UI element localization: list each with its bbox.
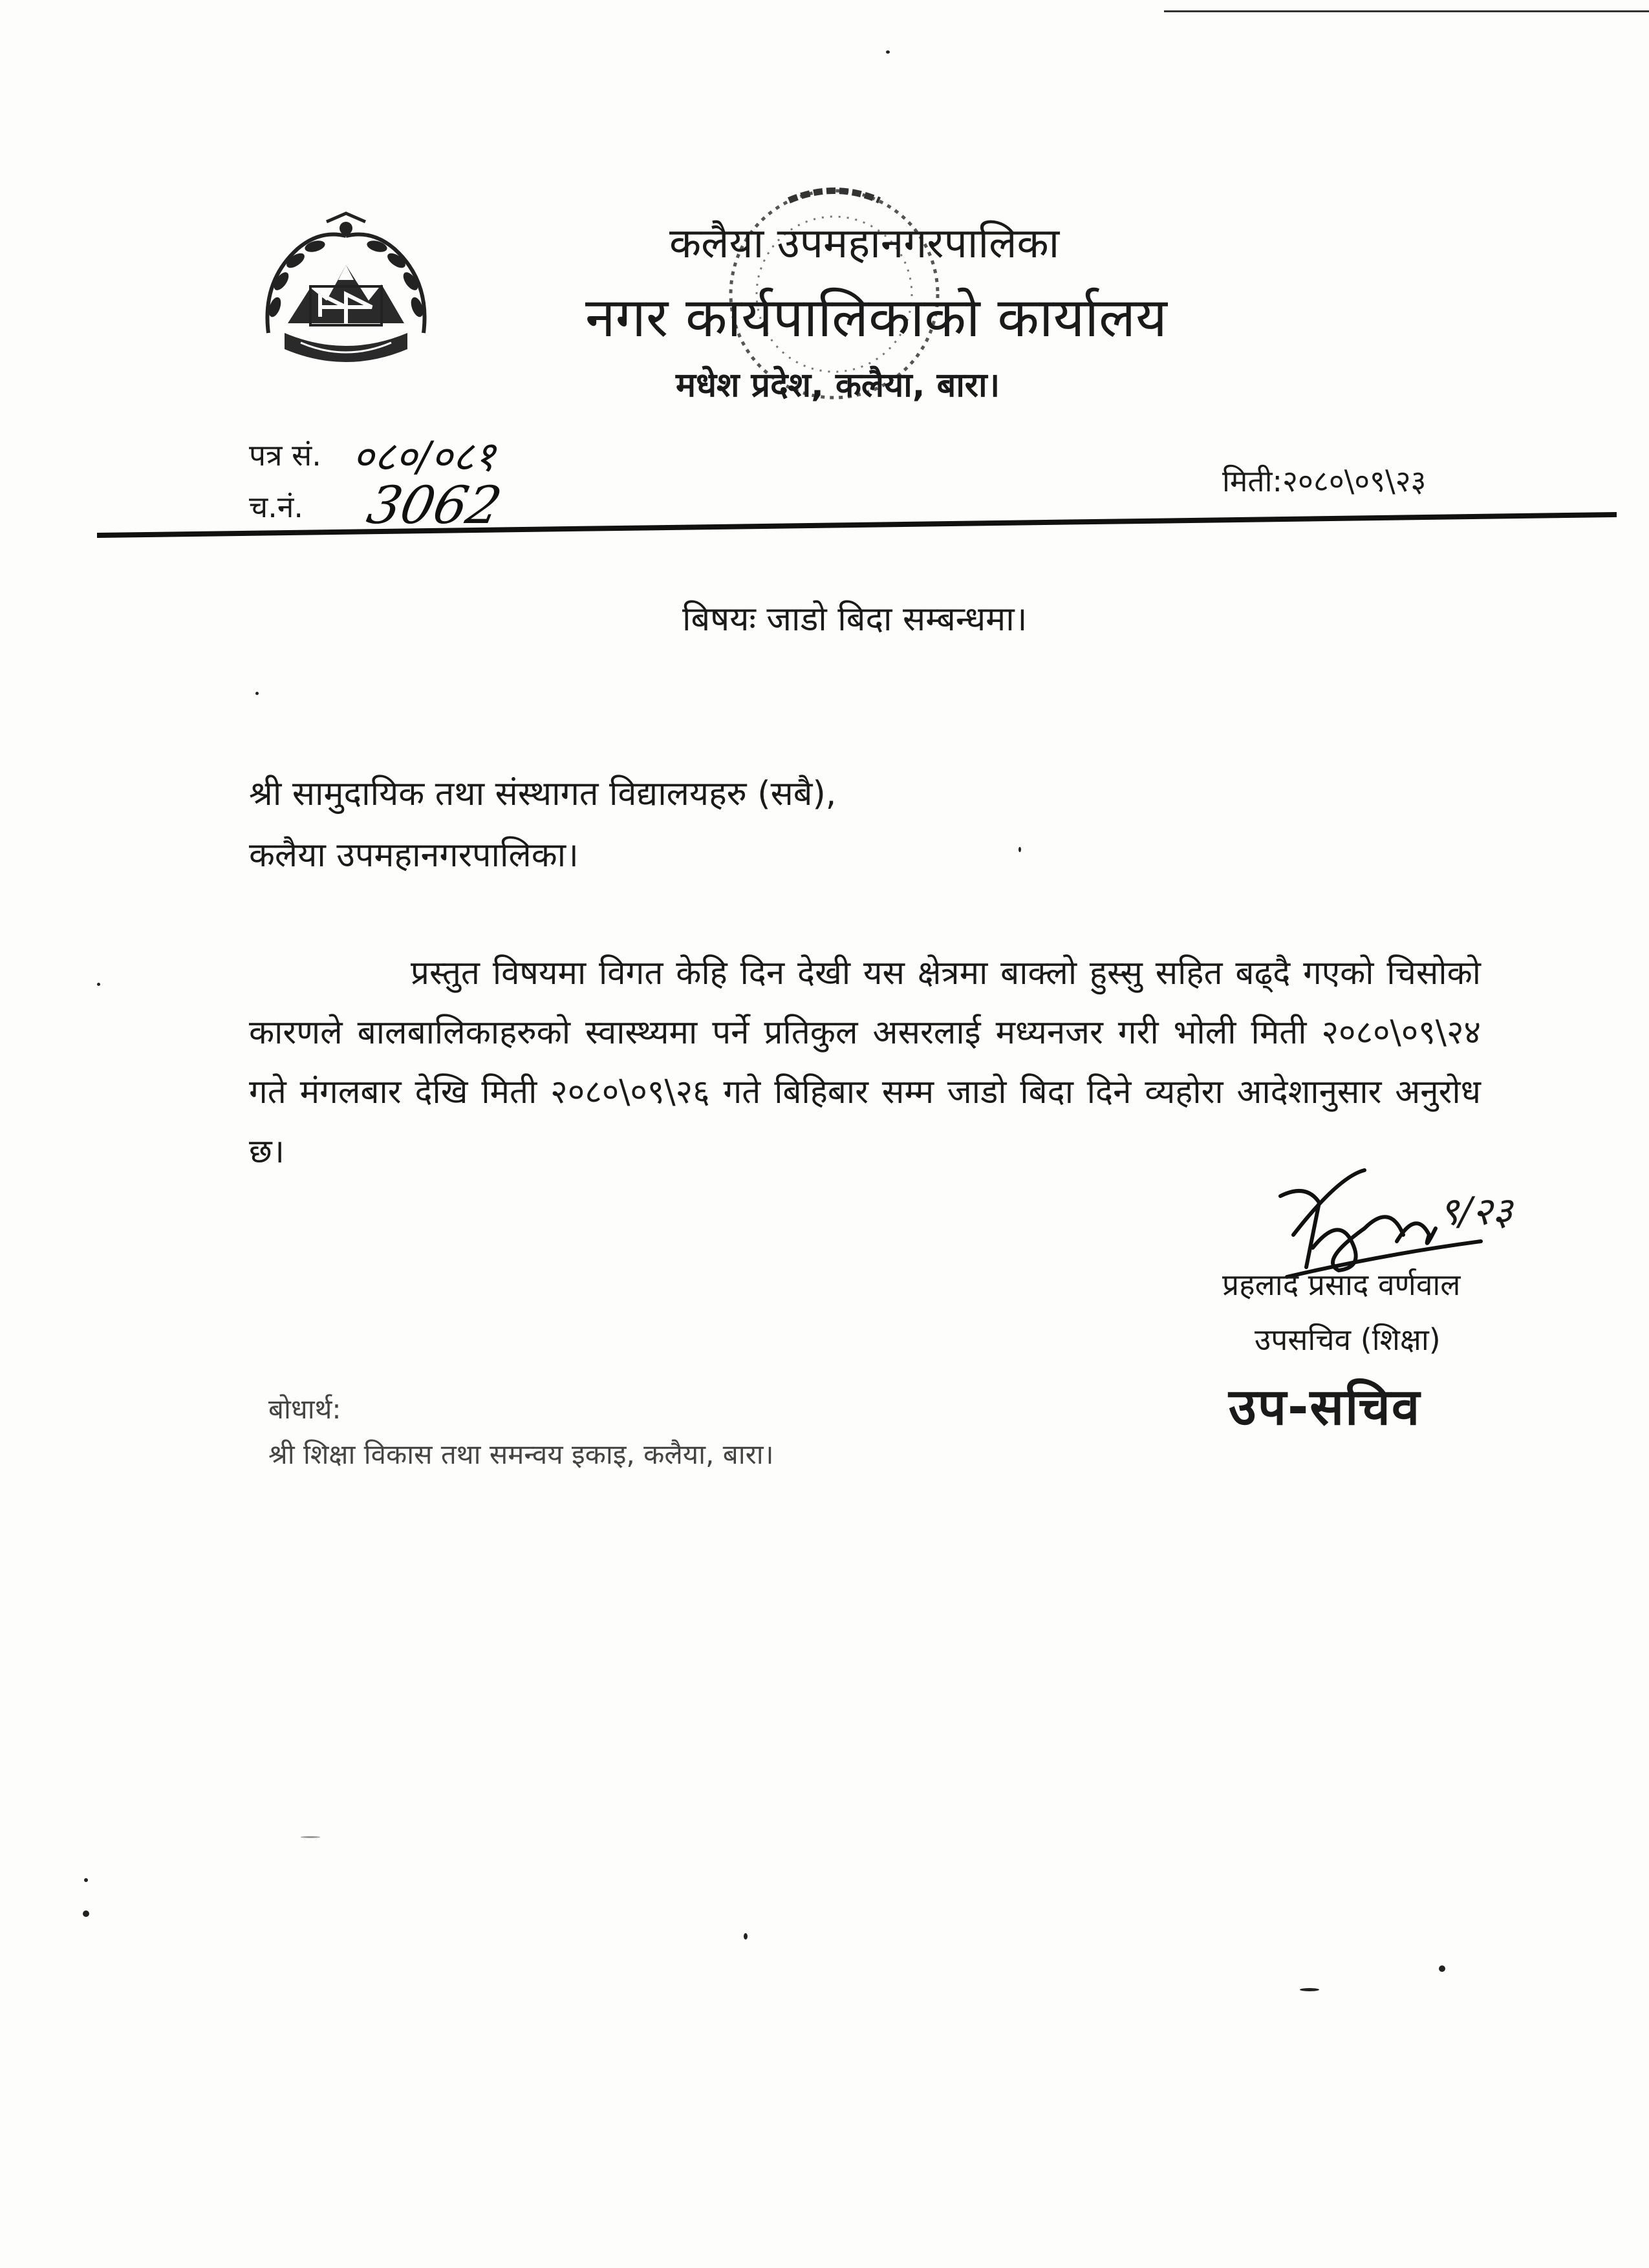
scan-speck: [1300, 1988, 1319, 1991]
designation-seal: उप-सचिव: [1229, 1378, 1421, 1437]
office-address: मधेश प्रदेश, कलैया, बारा।: [676, 366, 1000, 405]
recipient-line2: कलैया उपमहानगरपालिका।: [249, 836, 579, 875]
scan-speck: [84, 1878, 88, 1882]
scan-speck: [83, 1910, 89, 1917]
scan-top-rule: [1164, 10, 1649, 12]
scan-speck: [1439, 1965, 1445, 1972]
header-divider: [97, 509, 1617, 539]
nepal-emblem-icon: [249, 210, 443, 404]
signatory-name: प्रहलाद प्रसाद वर्णवाल: [1222, 1267, 1461, 1302]
scan-speck: [255, 692, 259, 695]
cc-label: बोधार्थ:: [268, 1393, 341, 1425]
dispatch-number-label: च.नं.: [249, 489, 303, 524]
cc-recipient: श्री शिक्षा विकास तथा समन्वय इकाइ, कलैया, बारा।: [268, 1439, 774, 1470]
dispatch-number-value: 3062: [362, 475, 507, 535]
office-name-line1: कलैया उपमहानगरपालिका: [669, 220, 1060, 268]
scan-speck: [97, 983, 100, 986]
scan-speck: [301, 1836, 320, 1838]
scan-speck: [744, 1933, 748, 1940]
signature-date-note: ९/२३: [1439, 1189, 1513, 1234]
scan-speck: [886, 50, 890, 54]
letter-body: प्रस्तुत विषयमा विगत केहि दिन देखी यस क्षेत्रमा बाक्लो हुस्सु सहित बढ्दै गएको चिसोको कारणले बालबालिकाहरुको स्वास्थ्यमा पर्ने प्रतिकुल असरलाई मध्यनजर गरी भोली मिती २०८०\०९\२४ गते मंगलबार देखि मिती २०८०\०९\२६ गते बिहिबार सम्म जाडो बिदा दिने व्यहोरा आदेशानुसार अनुरोध छ।: [249, 954, 1481, 1171]
letter-number-value: ०८०/०८१: [352, 433, 496, 481]
letter-subject: बिषयः जाडो बिदा सम्बन्धमा।: [682, 600, 1028, 639]
letter-date: मिती:२०८०\०९\२३: [1222, 464, 1427, 498]
letter-number-label: पत्र सं.: [249, 438, 321, 473]
scan-speck: [1018, 847, 1021, 852]
office-name-line2: नगर कार्यपालिकाको कार्यालय: [585, 286, 1167, 349]
recipient-line1: श्री सामुदायिक तथा संस्थागत विद्यालयहरु (सबै),: [249, 775, 837, 813]
signatory-designation: उपसचिव (शिक्षा): [1255, 1322, 1441, 1357]
